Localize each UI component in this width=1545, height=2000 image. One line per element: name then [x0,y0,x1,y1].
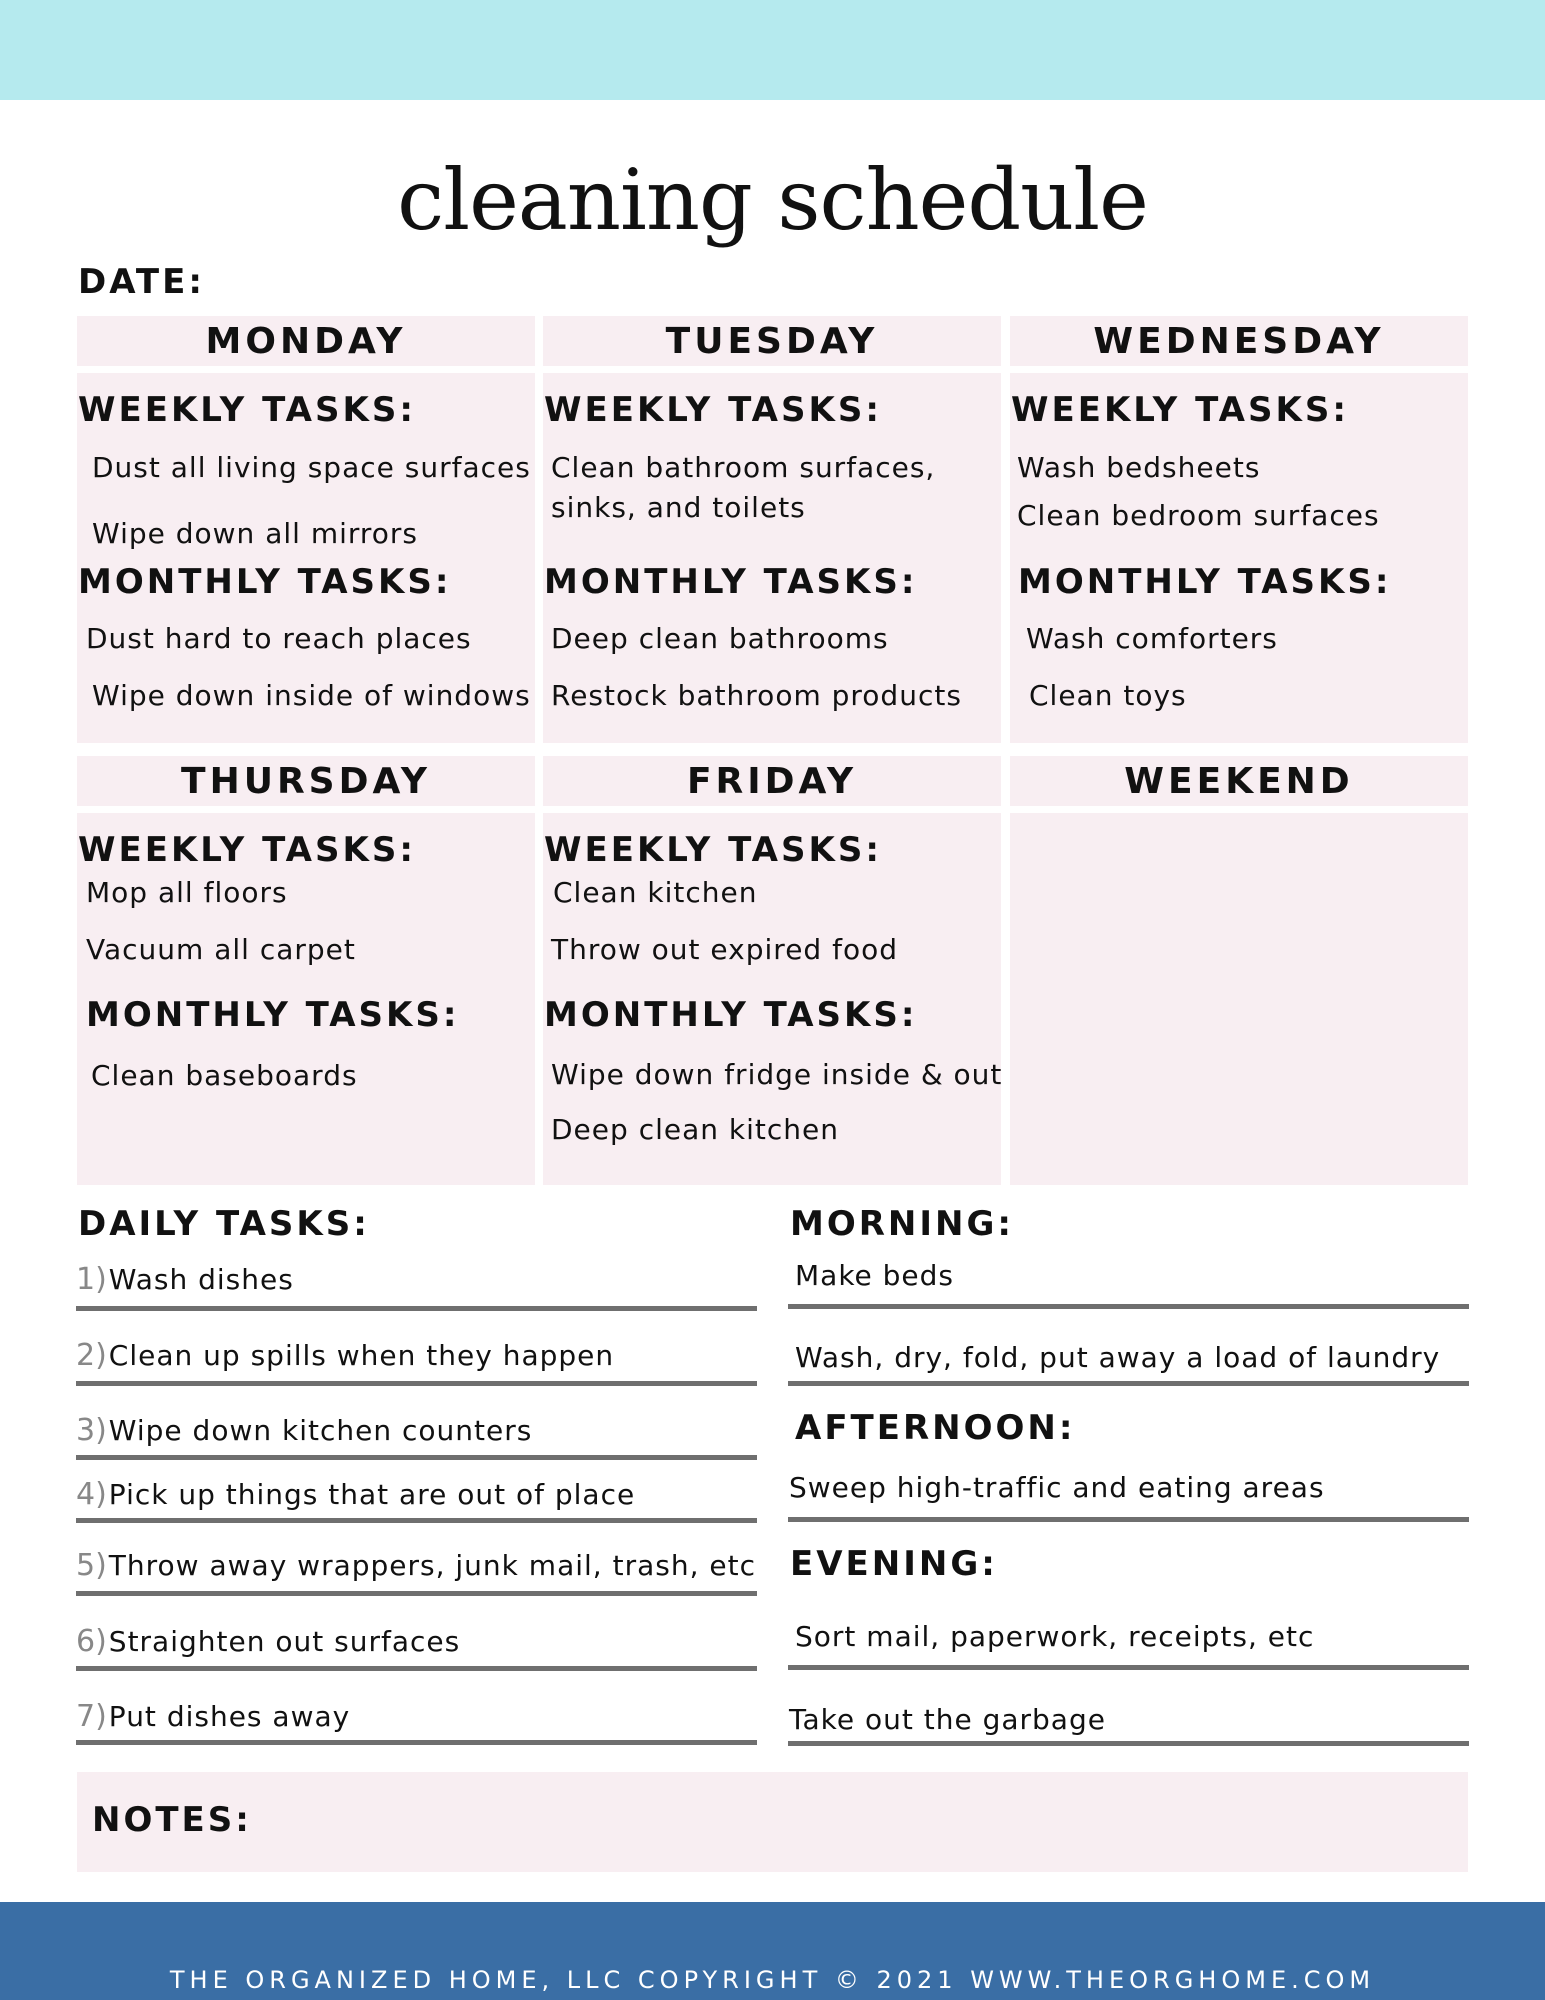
daily-task-item [76,1699,350,1739]
weekend-panel [1010,813,1468,1185]
date-label: DATE: [78,262,205,302]
evening-label: EVENING: [790,1544,998,1584]
evening-task: Take out the garbage [789,1703,1106,1736]
daily-task-number: 6) [76,1624,107,1659]
friday-weekly-task: Throw out expired food [551,933,898,966]
daily-task-number: 7) [76,1699,107,1734]
daily-task-number: 5) [76,1548,107,1583]
daily-task-number: 3) [76,1413,107,1448]
afternoon-task-line [788,1517,1469,1522]
thursday-monthly-label: MONTHLY TASKS: [86,995,460,1035]
monday-weekly-label: WEEKLY TASKS: [78,390,416,430]
friday-header: FRIDAY [543,756,1001,806]
monday-monthly-task: Wipe down inside of windows [92,679,531,712]
wednesday-weekly-task: Wash bedsheets [1017,451,1261,484]
evening-task-line [788,1665,1469,1670]
monday-header: MONDAY [77,316,535,366]
notes-box[interactable] [77,1772,1468,1872]
daily-task-number: 2) [76,1338,107,1373]
wednesday-weekly-label: WEEKLY TASKS: [1011,390,1349,430]
monday-weekly-task: Wipe down all mirrors [92,517,419,550]
wednesday-monthly-task: Clean toys [1029,679,1187,712]
wednesday-weekly-task: Clean bedroom surfaces [1017,499,1380,532]
friday-weekly-label: WEEKLY TASKS: [544,830,882,870]
daily-task-line [76,1381,757,1386]
morning-task: Wash, dry, fold, put away a load of laundry [795,1341,1441,1374]
daily-task-item [76,1548,756,1588]
afternoon-task: Sweep high-traffic and eating areas [789,1471,1325,1504]
daily-task-number: 4) [76,1477,107,1512]
daily-task-item [76,1338,614,1378]
daily-task-line [76,1666,757,1671]
daily-task-line [76,1518,757,1523]
monday-monthly-task: Dust hard to reach places [86,622,472,655]
wednesday-monthly-task: Wash comforters [1026,622,1278,655]
thursday-header: THURSDAY [77,756,535,806]
footer-copyright: THE ORGANIZED HOME, LLC COPYRIGHT © 2021 WWW.THEORGHOME.COM [169,1966,1376,1994]
daily-task-line [76,1306,757,1311]
daily-task-item [76,1413,532,1453]
monday-weekly-task: Dust all living space surfaces [92,451,531,484]
daily-task-item [76,1624,460,1664]
friday-monthly-label: MONTHLY TASKS: [544,995,918,1035]
tuesday-weekly-task: Clean bathroom surfaces, sinks, and toilets [551,451,936,524]
tuesday-monthly-task: Deep clean bathrooms [551,622,889,655]
tuesday-weekly-label: WEEKLY TASKS: [544,390,882,430]
friday-monthly-task: Deep clean kitchen [551,1113,839,1146]
tuesday-monthly-task: Restock bathroom products [551,679,962,712]
daily-task-text: Wipe down kitchen counters [108,1414,533,1447]
morning-task-line [788,1304,1469,1309]
thursday-monthly-task: Clean baseboards [91,1059,358,1092]
daily-task-item [76,1262,294,1302]
morning-task: Make beds [795,1259,955,1292]
daily-task-line [76,1591,757,1596]
friday-weekly-task: Clean kitchen [553,876,758,909]
morning-task-line [788,1381,1469,1386]
daily-task-text: Clean up spills when they happen [108,1339,615,1372]
daily-task-text: Put dishes away [108,1700,351,1733]
page-title: cleaning schedule [397,151,1148,249]
evening-task-line [788,1741,1469,1746]
thursday-weekly-task: Vacuum all carpet [86,933,356,966]
monday-monthly-label: MONTHLY TASKS: [78,562,452,602]
daily-task-line [76,1455,757,1460]
morning-label: MORNING: [790,1204,1014,1244]
daily-task-text: Wash dishes [108,1263,294,1296]
friday-monthly-task: Wipe down fridge inside & out [551,1058,1003,1091]
evening-task: Sort mail, paperwork, receipts, etc [795,1620,1315,1653]
notes-label: NOTES: [92,1800,252,1840]
daily-task-number: 1) [76,1262,107,1297]
daily-task-item [76,1477,635,1517]
thursday-weekly-label: WEEKLY TASKS: [78,830,416,870]
tuesday-header: TUESDAY [543,316,1001,366]
wednesday-header: WEDNESDAY [1010,316,1468,366]
top-color-band [0,0,1545,100]
afternoon-label: AFTERNOON: [795,1408,1076,1448]
daily-task-line [76,1740,757,1745]
daily-tasks-label: DAILY TASKS: [78,1204,370,1244]
daily-task-text: Pick up things that are out of place [108,1478,636,1511]
daily-task-text: Throw away wrappers, junk mail, trash, etc [108,1549,756,1582]
weekend-header: WEEKEND [1010,756,1468,806]
daily-task-text: Straighten out surfaces [108,1625,461,1658]
tuesday-monthly-label: MONTHLY TASKS: [544,562,918,602]
thursday-weekly-task: Mop all floors [86,876,288,909]
wednesday-monthly-label: MONTHLY TASKS: [1018,562,1392,602]
